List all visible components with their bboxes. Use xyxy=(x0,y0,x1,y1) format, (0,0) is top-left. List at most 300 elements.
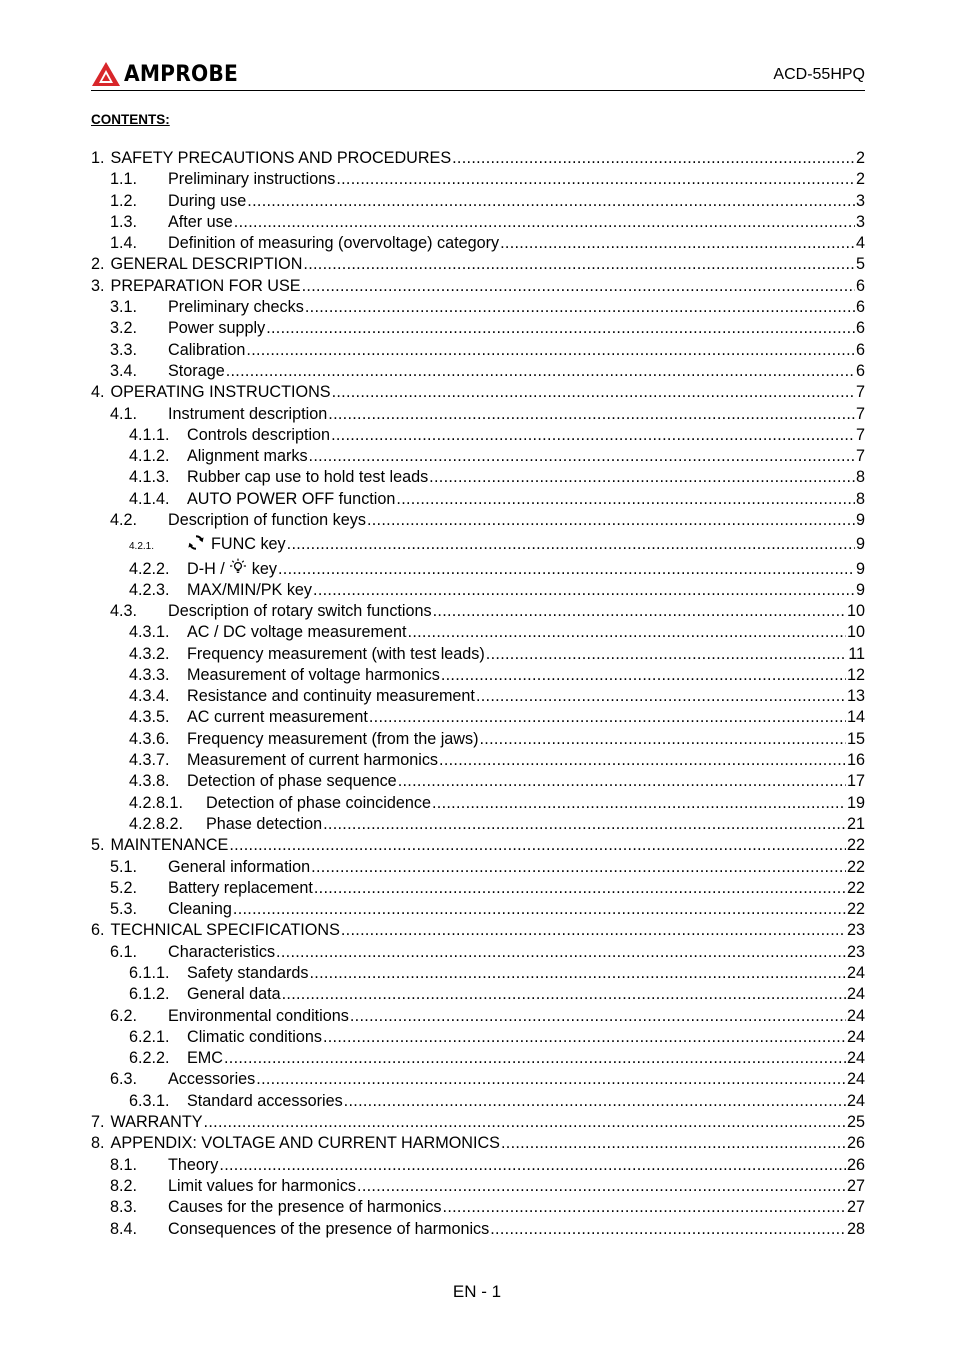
toc-entry[interactable] xyxy=(91,707,865,728)
toc-dot-leader xyxy=(233,899,846,920)
toc-dot-leader xyxy=(234,212,855,233)
toc-entry-title xyxy=(187,580,312,601)
toc-entry-number: 4.1.4. xyxy=(129,489,170,508)
toc-entry-title-text: Description of rotary switch functions xyxy=(168,601,432,620)
toc-entry-page: 23 xyxy=(846,921,865,940)
toc-entry-page: 6 xyxy=(855,361,865,380)
toc-entry[interactable] xyxy=(91,340,865,361)
toc-dot-leader xyxy=(367,510,855,531)
toc-entry-row xyxy=(91,580,865,601)
toc-entry-title-text: Standard accessories xyxy=(187,1091,343,1110)
toc-entry-title xyxy=(187,622,407,643)
toc-entry-number: 8.2. xyxy=(110,1176,138,1195)
toc-entry-page: 24 xyxy=(846,1049,865,1068)
toc-entry-title-text: OPERATING INSTRUCTIONS xyxy=(110,383,331,402)
toc-entry-title-text: Measurement of current harmonics xyxy=(187,751,439,770)
toc-entry-row xyxy=(91,531,865,560)
toc-entry-number: 6.2.2. xyxy=(129,1049,170,1068)
toc-entry-row xyxy=(91,254,865,275)
toc-entry[interactable] xyxy=(91,665,865,686)
toc-entry-page: 4 xyxy=(855,234,865,253)
toc-entry-number: 3. xyxy=(91,276,105,295)
toc-entry-page: 11 xyxy=(848,644,865,663)
toc-entry[interactable] xyxy=(91,857,865,878)
toc-entry[interactable] xyxy=(91,963,865,984)
toc-entry-row xyxy=(91,1219,865,1240)
toc-entry-number: 5. xyxy=(91,836,105,855)
toc-entry[interactable] xyxy=(91,467,865,488)
toc-dot-leader xyxy=(323,814,846,835)
toc-entry-title xyxy=(187,446,308,467)
toc-dot-leader xyxy=(314,878,846,899)
toc-entry-number: 4.1.3. xyxy=(129,468,170,487)
toc-entry-number: 6. xyxy=(91,921,105,940)
toc-entry-row xyxy=(91,361,865,382)
toc-entry[interactable] xyxy=(91,404,865,425)
toc-dot-leader xyxy=(501,1133,846,1154)
toc-entry-number: 4.3.2. xyxy=(129,644,170,663)
toc-entry-number: 6.1.1. xyxy=(129,963,170,982)
toc-entry-title xyxy=(111,1112,203,1133)
toc-dot-leader xyxy=(305,297,855,318)
toc-entry-number: 8.4. xyxy=(110,1219,138,1238)
toc-entry-title-text: EMC xyxy=(187,1049,223,1068)
toc-entry-number: 4.2. xyxy=(110,511,138,530)
toc-entry-row xyxy=(91,707,865,728)
toc-dot-leader xyxy=(219,1155,846,1176)
toc-entry[interactable] xyxy=(91,601,865,622)
toc-entry-page: 8 xyxy=(855,468,865,487)
toc-entry[interactable] xyxy=(91,254,865,275)
toc-entry-page: 23 xyxy=(846,942,865,961)
toc-entry-page: 7 xyxy=(855,383,865,402)
toc-entry-row xyxy=(91,878,865,899)
logo-text: AMPROBE xyxy=(124,61,238,87)
toc-entry-page: 13 xyxy=(846,687,865,706)
toc-entry-page: 24 xyxy=(846,1027,865,1046)
toc-entry-row xyxy=(91,665,865,686)
toc-entry-page: 7 xyxy=(855,447,865,466)
toc-entry-title xyxy=(168,1197,442,1218)
toc-entry[interactable] xyxy=(91,1048,865,1069)
toc-entry-number: 3.2. xyxy=(110,319,138,338)
toc-entry-page: 8 xyxy=(855,489,865,508)
toc-entry-page: 10 xyxy=(846,623,865,642)
toc-dot-leader xyxy=(357,1176,846,1197)
toc-entry-title xyxy=(187,531,286,560)
toc-dot-leader xyxy=(266,318,855,339)
toc-entry-page: 6 xyxy=(855,340,865,359)
toc-entry[interactable] xyxy=(91,1091,865,1112)
toc-entry[interactable] xyxy=(91,686,865,707)
toc-entry-title xyxy=(187,750,438,771)
toc-entry-number: 6.3.1. xyxy=(129,1091,170,1110)
toc-entry-page: 15 xyxy=(846,729,865,748)
toc-entry-number: 4.1. xyxy=(110,404,138,423)
toc-dot-leader xyxy=(302,276,855,297)
toc-entry[interactable] xyxy=(91,899,865,920)
toc-entry-row xyxy=(91,212,865,233)
toc-dot-leader xyxy=(256,1069,846,1090)
toc-entry-number: 4.3.1. xyxy=(129,623,170,642)
toc-entry-number: 8.1. xyxy=(110,1155,138,1174)
toc-entry-page: 7 xyxy=(855,425,865,444)
toc-dot-leader xyxy=(476,686,846,707)
toc-entry-row xyxy=(91,686,865,707)
toc-entry-row xyxy=(91,276,865,297)
toc-entry-title xyxy=(111,382,331,403)
contents-heading: CONTENTS: xyxy=(91,112,170,127)
toc-dot-leader xyxy=(341,920,846,941)
toc-entry[interactable] xyxy=(91,212,865,233)
toc-entry-row xyxy=(91,622,865,643)
toc-entry-title-text: Detection of phase coincidence xyxy=(206,793,431,812)
toc-entry-title-text: Preliminary checks xyxy=(168,298,304,317)
toc-entry[interactable] xyxy=(91,191,865,212)
toc-dot-leader xyxy=(309,963,846,984)
toc-entry-page: 28 xyxy=(846,1219,865,1238)
toc-entry-row xyxy=(91,771,865,792)
toc-entry-page: 3 xyxy=(855,191,865,210)
toc-entry-page: 7 xyxy=(855,404,865,423)
toc-dot-leader xyxy=(336,169,855,190)
toc-entry-title-text: Consequences of the presence of harmonics xyxy=(168,1219,490,1238)
toc-dot-leader xyxy=(247,191,855,212)
toc-entry-title xyxy=(168,169,335,190)
toc-dot-leader xyxy=(369,707,846,728)
toc-entry-number: 6.3. xyxy=(110,1070,138,1089)
toc-entry-title xyxy=(111,276,301,297)
toc-entry[interactable] xyxy=(91,942,865,963)
toc-entry-row xyxy=(91,835,865,856)
toc-entry-title xyxy=(168,1219,489,1240)
toc-entry-title-part: D-H / xyxy=(187,560,230,579)
toc-entry-title xyxy=(168,191,246,212)
toc-dot-leader xyxy=(287,531,855,558)
toc-entry-number: 8.3. xyxy=(110,1198,138,1217)
toc-entry-title-text: Preliminary instructions xyxy=(168,170,336,189)
toc-entry-number: 4.2.1. xyxy=(129,541,155,553)
toc-entry-page: 5 xyxy=(855,255,865,274)
toc-entry-title xyxy=(168,340,245,361)
toc-dot-leader xyxy=(276,942,846,963)
toc-entry-page: 9 xyxy=(855,560,865,579)
toc-entry-title-text: SAFETY PRECAUTIONS AND PROCEDURES xyxy=(110,149,452,167)
toc-entry-title-text: Characteristics xyxy=(168,942,276,961)
toc-entry-row xyxy=(91,467,865,488)
toc-entry[interactable] xyxy=(91,835,865,856)
toc-entry-number: 4.3.7. xyxy=(129,751,170,770)
toc-entry-row xyxy=(91,382,865,403)
toc-entry-row xyxy=(91,1091,865,1112)
toc-entry[interactable] xyxy=(91,276,865,297)
toc-entry-page: 12 xyxy=(846,665,865,684)
table-of-contents xyxy=(91,148,865,1240)
toc-entry[interactable] xyxy=(91,446,865,467)
toc-entry[interactable] xyxy=(91,729,865,750)
toc-entry[interactable] xyxy=(91,1219,865,1240)
toc-entry-number: 6.2. xyxy=(110,1006,138,1025)
toc-dot-leader xyxy=(323,1027,846,1048)
toc-entry[interactable] xyxy=(91,361,865,382)
toc-entry-row xyxy=(91,233,865,254)
toc-entry-row xyxy=(91,1048,865,1069)
toc-entry-title-text: Instrument description xyxy=(168,404,328,423)
toc-entry-title-text: Rubber cap use to hold test leads xyxy=(187,468,429,487)
toc-entry-number: 1.1. xyxy=(110,170,138,189)
toc-entry-title-text: AUTO POWER OFF function xyxy=(187,489,396,508)
toc-dot-leader xyxy=(441,665,846,686)
toc-entry-title xyxy=(187,963,308,984)
toc-entry-title-part: key xyxy=(247,560,277,579)
toc-entry-page: 25 xyxy=(846,1113,865,1132)
toc-entry-page: 9 xyxy=(855,535,865,554)
toc-entry-title xyxy=(187,1091,343,1112)
toc-entry-title xyxy=(187,1048,223,1069)
toc-entry-title-text: PREPARATION FOR USE xyxy=(110,276,301,295)
toc-dot-leader xyxy=(452,148,855,169)
toc-entry-number: 4.2.2. xyxy=(129,560,170,579)
toc-entry-page: 6 xyxy=(855,298,865,317)
toc-entry-row xyxy=(91,446,865,467)
toc-entry-page: 14 xyxy=(846,708,865,727)
toc-entry-title xyxy=(168,601,432,622)
toc-entry[interactable] xyxy=(91,878,865,899)
toc-entry-title-text: Description of function keys xyxy=(168,511,366,530)
toc-entry[interactable] xyxy=(91,318,865,339)
toc-entry-page: 27 xyxy=(846,1176,865,1195)
toc-entry-number: 7. xyxy=(91,1113,105,1132)
toc-entry-number: 6.1. xyxy=(110,942,138,961)
toc-entry-title xyxy=(187,686,475,707)
toc-entry-row xyxy=(91,750,865,771)
toc-entry-number: 5.3. xyxy=(110,900,138,919)
toc-entry-row xyxy=(91,984,865,1005)
toc-entry-number: 6.1.2. xyxy=(129,985,170,1004)
toc-entry-title xyxy=(111,254,303,275)
toc-dot-leader xyxy=(229,835,846,856)
toc-entry-page: 19 xyxy=(846,793,865,812)
toc-entry[interactable] xyxy=(91,920,865,941)
toc-entry-title xyxy=(187,707,368,728)
toc-entry-page: 27 xyxy=(846,1198,865,1217)
toc-entry[interactable] xyxy=(91,1176,865,1197)
toc-entry-page: 2 xyxy=(855,170,865,189)
toc-dot-leader xyxy=(311,857,846,878)
toc-entry-title xyxy=(168,212,233,233)
toc-entry-title-text: General information xyxy=(168,857,311,876)
toc-dot-leader xyxy=(278,559,855,580)
toc-entry-number: 1. xyxy=(91,149,105,167)
toc-entry-row xyxy=(91,920,865,941)
toc-entry-row xyxy=(91,404,865,425)
toc-entry-title xyxy=(187,984,281,1005)
toc-entry-title xyxy=(111,835,229,856)
toc-entry-number: 3.4. xyxy=(110,361,138,380)
toc-entry[interactable] xyxy=(91,622,865,643)
toc-entry-title xyxy=(187,771,397,792)
toc-entry-number: 3.1. xyxy=(110,298,138,317)
toc-entry[interactable] xyxy=(91,297,865,318)
toc-entry-number: 4.1.1. xyxy=(129,425,170,444)
toc-entry-page: 24 xyxy=(846,963,865,982)
toc-dot-leader xyxy=(408,622,846,643)
toc-dot-leader xyxy=(328,404,855,425)
toc-entry-number: 4.3.5. xyxy=(129,708,170,727)
toc-entry[interactable] xyxy=(91,580,865,601)
toc-entry-title-text: Theory xyxy=(168,1155,219,1174)
toc-entry-number: 4.2.8.1. xyxy=(129,793,184,812)
toc-entry-title xyxy=(187,489,395,510)
toc-entry-row xyxy=(91,857,865,878)
toc-entry[interactable] xyxy=(91,1006,865,1027)
toc-dot-leader xyxy=(350,1006,846,1027)
toc-entry-title-text: Limit values for harmonics xyxy=(168,1176,357,1195)
toc-entry-number: 1.3. xyxy=(110,212,138,231)
toc-entry-title-text: Battery replacement xyxy=(168,878,313,897)
toc-entry-row xyxy=(91,1006,865,1027)
toc-entry-row xyxy=(91,340,865,361)
toc-entry-title-text: Measurement of voltage harmonics xyxy=(187,665,440,684)
toc-entry-number: 4.3.3. xyxy=(129,665,170,684)
toc-entry-title-text: MAINTENANCE xyxy=(110,836,229,855)
toc-entry-number: 2. xyxy=(91,255,105,274)
toc-entry[interactable] xyxy=(91,1112,865,1133)
toc-dot-leader xyxy=(396,489,855,510)
toc-entry-number: 5.2. xyxy=(110,878,138,897)
toc-entry[interactable] xyxy=(91,531,865,558)
toc-entry-title-text: Cleaning xyxy=(168,900,232,919)
toc-entry-title xyxy=(187,644,485,665)
toc-entry[interactable] xyxy=(91,644,865,665)
toc-entry-title xyxy=(187,665,440,686)
toc-entry-title-text: Accessories xyxy=(168,1070,256,1089)
toc-entry-page: 10 xyxy=(846,601,865,620)
toc-entry-title-text: Climatic conditions xyxy=(187,1027,322,1046)
toc-entry-number: 4. xyxy=(91,383,105,402)
toc-entry-page: 17 xyxy=(846,772,865,791)
toc-entry-title-text: Storage xyxy=(168,361,225,380)
toc-entry-row xyxy=(91,191,865,212)
toc-dot-leader xyxy=(429,467,855,488)
toc-entry[interactable] xyxy=(91,233,865,254)
toc-entry[interactable] xyxy=(91,148,865,169)
toc-dot-leader xyxy=(226,361,855,382)
toc-entry-row xyxy=(91,793,865,814)
toc-entry-title-text: Calibration xyxy=(168,340,246,359)
toc-entry-page: 21 xyxy=(846,814,865,833)
toc-entry-page: 6 xyxy=(855,319,865,338)
toc-entry[interactable] xyxy=(91,510,865,531)
toc-entry-title xyxy=(168,361,225,382)
toc-entry[interactable] xyxy=(91,814,865,835)
toc-entry[interactable] xyxy=(91,1027,865,1048)
toc-entry[interactable] xyxy=(91,489,865,510)
toc-entry-number: 4.3.8. xyxy=(129,772,170,791)
toc-dot-leader xyxy=(433,601,846,622)
toc-entry-title xyxy=(168,1006,349,1027)
toc-entry[interactable] xyxy=(91,1069,865,1090)
toc-entry-title-text: Power supply xyxy=(168,319,266,338)
toc-entry-number: 1.4. xyxy=(110,234,138,253)
toc-entry-row xyxy=(91,148,865,169)
toc-entry-row xyxy=(91,644,865,665)
toc-entry-page: 9 xyxy=(855,580,865,599)
toc-entry-row xyxy=(91,297,865,318)
toc-entry[interactable] xyxy=(91,793,865,814)
toc-dot-leader xyxy=(331,425,855,446)
toc-entry-title-text: TECHNICAL SPECIFICATIONS xyxy=(110,921,340,940)
toc-entry-number: 4.2.8.2. xyxy=(129,814,184,833)
toc-entry-page: 3 xyxy=(855,212,865,231)
toc-entry-page: 26 xyxy=(846,1155,865,1174)
toc-dot-leader xyxy=(486,644,847,665)
toc-dot-leader xyxy=(313,580,855,601)
toc-entry-title xyxy=(168,942,275,963)
toc-entry-title-text: Environmental conditions xyxy=(168,1006,349,1025)
toc-entry[interactable] xyxy=(91,382,865,403)
toc-entry[interactable] xyxy=(91,425,865,446)
toc-entry[interactable] xyxy=(91,750,865,771)
toc-entry-row xyxy=(91,1155,865,1176)
toc-dot-leader xyxy=(500,233,855,254)
toc-entry-row xyxy=(91,169,865,190)
toc-entry-page: 24 xyxy=(846,985,865,1004)
toc-dot-leader xyxy=(246,340,855,361)
page-header xyxy=(91,58,865,91)
toc-entry-title-text: WARRANTY xyxy=(110,1113,203,1132)
toc-entry-title-text: Safety standards xyxy=(187,963,309,982)
toc-entry-row xyxy=(91,729,865,750)
toc-entry-number: 4.1.2. xyxy=(129,447,170,466)
toc-entry[interactable] xyxy=(91,1155,865,1176)
toc-entry-title xyxy=(111,148,452,169)
toc-entry-title-text: Frequency measurement (from the jaws) xyxy=(187,729,479,748)
toc-entry-title xyxy=(168,857,310,878)
toc-entry-title-text: AC current measurement xyxy=(187,708,368,727)
toc-entry-number: 3.3. xyxy=(110,340,138,359)
toc-entry-number: 5.1. xyxy=(110,857,138,876)
toc-entry-title xyxy=(168,1069,255,1090)
toc-entry-title xyxy=(168,404,327,425)
toc-entry-title xyxy=(187,1027,322,1048)
toc-entry-title-text: APPENDIX: VOLTAGE AND CURRENT HARMONICS xyxy=(110,1134,500,1153)
toc-entry[interactable] xyxy=(91,1197,865,1218)
toc-entry-page: 6 xyxy=(855,276,865,295)
toc-entry[interactable] xyxy=(91,1133,865,1154)
toc-entry-title xyxy=(168,510,366,531)
toc-entry-title xyxy=(206,814,322,835)
toc-entry[interactable] xyxy=(91,558,865,579)
toc-entry-title xyxy=(168,899,232,920)
toc-entry-page: 22 xyxy=(846,857,865,876)
toc-entry-title-text: Resistance and continuity measurement xyxy=(187,687,475,706)
toc-entry-page: 22 xyxy=(846,900,865,919)
toc-dot-leader xyxy=(490,1219,846,1240)
toc-entry-title xyxy=(168,318,265,339)
toc-entry[interactable] xyxy=(91,169,865,190)
toc-entry-row xyxy=(91,1112,865,1133)
toc-entry[interactable] xyxy=(91,984,865,1005)
toc-entry-title xyxy=(187,425,330,446)
toc-entry[interactable] xyxy=(91,771,865,792)
toc-dot-leader xyxy=(479,729,846,750)
toc-entry-row xyxy=(91,1133,865,1154)
toc-entry-title xyxy=(187,729,478,750)
toc-entry-row xyxy=(91,318,865,339)
toc-entry-title xyxy=(168,297,304,318)
toc-entry-number: 4.2.3. xyxy=(129,580,170,599)
